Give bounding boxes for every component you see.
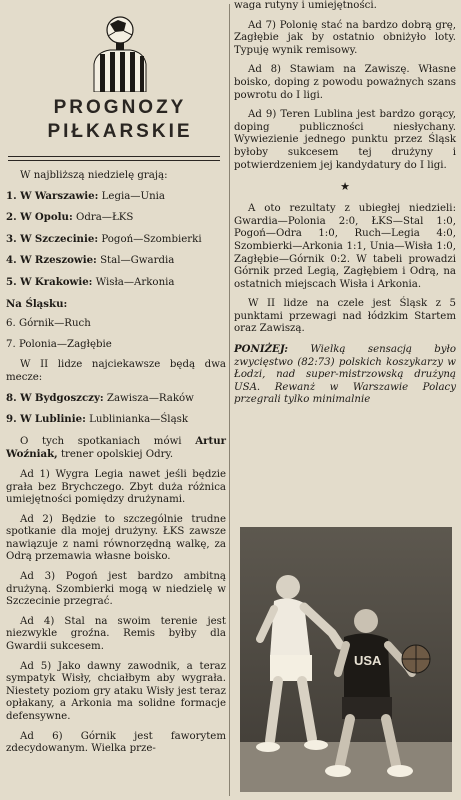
fixture-city: Lublinie: <box>34 413 86 426</box>
fixture-match: Zawisza—Raków <box>106 392 194 404</box>
speaker-pre: O tych spotkaniach mówi <box>20 435 182 447</box>
ad-paragraph: waga rutyny i umiejętności. <box>234 0 377 11</box>
speaker-intro <box>6 435 226 462</box>
ad-paragraph: Ad 8) Stawiam na Zawiszę. Własne boisko, doping z powodu poważnych szans powrotu do I ligi. <box>234 64 456 101</box>
ad-paragraph: Ad 4) Stal na swoim terenie jest niezwykle groźna. Remis byłby dla Gwardii sukcesem. <box>6 615 226 653</box>
fixture-match: Lublinianka—Śląsk <box>89 414 189 426</box>
caption-lead: PONIŻEJ: <box>234 343 288 356</box>
ad-paragraph: Ad 3) Pogoń jest bardzo ambitną drużyną. Szombierki mogą w niedzielę w Szczecinie przegrać. <box>6 571 226 608</box>
fixture-row <box>6 211 226 225</box>
league2-paragraph: W II lidze na czele jest Śląsk z 5 punktami przewagi nad łódzkim Startem oraz Zawiszą. <box>234 298 456 335</box>
fixture-num: 9. W <box>6 413 32 426</box>
league2-intro: W II lidze najciekawsze będą dwa mecze: <box>6 359 226 383</box>
fixture-num: 3. W <box>6 232 32 245</box>
fixture-row <box>6 254 226 268</box>
fixture-row: 7. Polonia—Zagłębie <box>6 338 112 350</box>
fixture-num: 4. W <box>6 254 32 267</box>
fixture-row <box>6 276 226 290</box>
ad-paragraph: Ad 5) Jako dawny zawodnik, a teraz sympatyk Wisły, chciałbym aby wygrała. Niestety poziom gry ataku Wisły jest teraz opłakany, a Arkonia ma solidne formacje defensywne. <box>6 660 226 722</box>
fixture-row <box>6 233 226 247</box>
speaker-post: trener opolskiej Odry. <box>60 449 174 461</box>
fixture-num: 2. W <box>6 211 32 224</box>
fixture-row <box>6 190 226 204</box>
basketball-photo <box>240 527 452 792</box>
left-article <box>6 170 226 763</box>
fixture-match: Wisła—Arkonia <box>95 276 175 288</box>
speaker-name: Artur Woźniak, <box>6 434 226 461</box>
intro-text: W najbliższą niedzielę grają: <box>20 170 168 181</box>
star-separator-icon: ★ <box>340 180 350 194</box>
jersey-text: USA <box>354 653 382 668</box>
photo-caption <box>234 343 456 407</box>
fixture-city: Rzeszowie: <box>34 254 97 267</box>
fixture-city: Szczecinie: <box>34 232 99 245</box>
ad-paragraph: Ad 1) Wygra Legia nawet jeśli będzie grała bez Brychczego. Zbyt duża różnica umiejętności pomiędzy drużynami. <box>6 468 226 506</box>
headline <box>20 96 220 144</box>
caption-text: Wielką sensacją było zwycięstwo (82:73) polskich koszykarzy w Łodzi, nad super-mistrzowską drużyną USA. Rewanż w Warszawie Polacy przegrali tylko minimalnie <box>234 344 456 406</box>
fixture-match: Legia—Unia <box>101 190 165 202</box>
slask-heading: Na Śląsku: <box>6 297 68 310</box>
column-divider <box>229 4 230 796</box>
fixture-city: Bydgoszczy: <box>34 391 104 404</box>
fixture-list-2 <box>6 392 226 427</box>
fixture-row <box>6 392 226 406</box>
fixture-num: 5. W <box>6 275 32 288</box>
fixture-row: 6. Górnik—Ruch <box>6 318 91 330</box>
headline-line-1: PROGNOZY <box>53 97 187 118</box>
football-player-icon <box>88 14 152 92</box>
fixture-city: Opolu: <box>34 211 73 224</box>
fixture-city: Warszawie: <box>34 189 99 202</box>
right-article <box>234 0 456 407</box>
fixture-list <box>6 190 226 352</box>
fixture-num: 8. W <box>6 391 32 404</box>
fixture-num: 1. W <box>6 189 32 202</box>
fixture-match: Odra—ŁKS <box>75 212 134 224</box>
fixture-city: Krakowie: <box>34 275 93 288</box>
fixture-match: Pogoń—Szombierki <box>101 233 202 245</box>
ad-paragraph: Ad 2) Będzie to szczególnie trudne spotkanie dla mojej drużyny. ŁKS zawsze nawiązuje z nami równorzędną walkę, za Odrą przemawia własne boisko. <box>6 513 226 563</box>
headline-line-2: PIŁKARSKIE <box>47 121 193 142</box>
fixture-match: Stal—Gwardia <box>100 255 175 267</box>
ad-paragraph: Ad 9) Teren Lublina jest bardzo gorący, doping publiczności niesłychany. Wywiezienie jednego punktu przez Śląsk byłoby sukcesem tej drużyny i potwierdzeniem jej kandydatury do I ligi. <box>234 109 456 171</box>
headline-rule <box>8 156 220 161</box>
ad-paragraph: Ad 6) Górnik jest faworytem zdecydowanym. Wielka prze- <box>6 730 226 755</box>
results-paragraph: A oto rezultaty z ubiegłej niedzieli: Gwardia—Polonia 2:0, ŁKS—Stal 1:0, Pogoń—Odra 1:0, Ruch—Legia 4:0, Szombierki—Arkonia 1:1, Unia—Wisła 1:0, Zagłębie—Górnik 0:2. W tabeli prowadzi Górnik przed Legią, Zagłębiem i Odrą, na ostatnich miejscach Wisła i Arkonia. <box>234 203 456 290</box>
fixture-row <box>6 413 226 427</box>
ad-paragraph: Ad 7) Polonię stać na bardzo dobrą grę, Zagłębie jak by ostatnio obniżyło loty. Typuję wynik remisowy. <box>234 19 456 56</box>
